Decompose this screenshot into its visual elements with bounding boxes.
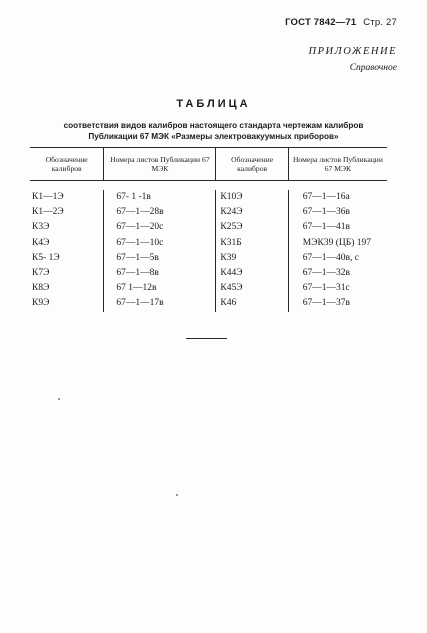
cell-designation-2: К24Э <box>215 205 287 220</box>
cell-designation-1: К1—1Э <box>32 192 64 202</box>
cell-sheets-2: МЭК39 (ЦБ) 197 <box>288 236 387 251</box>
table-row <box>30 205 387 220</box>
table-subtitle-line-1: соответствия видов калибров настоящего стандарта чертежам калибров <box>63 121 364 130</box>
standard-number: ГОСТ 7842—71 <box>285 17 357 28</box>
table-subtitle <box>0 120 427 142</box>
cell-sheets-1: 67—1—17в <box>103 296 215 311</box>
cell-designation-1: К3Э <box>32 222 50 233</box>
cell-designation-2: К31Б <box>215 236 287 251</box>
cell-designation-1: К4Э <box>32 237 50 248</box>
appendix-title: ПРИЛОЖЕНИЕ <box>308 46 397 57</box>
header-sheets-1: Номера листов Публикации 67 МЭК <box>103 148 215 180</box>
header-designation-2: Обозначение калибров <box>215 148 287 180</box>
cell-designation-2: К10Э <box>215 190 287 205</box>
table-row <box>30 266 387 281</box>
cell-designation-1: К7Э <box>32 267 50 278</box>
cell-sheets-2: 67—1—31с <box>288 281 387 296</box>
table-header-row <box>30 148 387 181</box>
table-row <box>30 236 387 251</box>
cell-sheets-1: 67—1—20с <box>103 220 215 235</box>
page-number: Стр. 27 <box>363 17 397 28</box>
cell-designation-2: К45Э <box>215 281 287 296</box>
cell-designation-1: К1—2Э <box>32 207 64 218</box>
cell-designation-2: К46 <box>215 296 287 311</box>
cell-sheets-1: 67- 1 -1в <box>103 190 215 205</box>
page-header <box>285 17 397 28</box>
cell-designation-2: К39 <box>215 251 287 266</box>
header-sheets-2: Номера листов Публикации 67 МЭК <box>288 148 387 180</box>
cell-designation-1: К8Э <box>32 283 50 294</box>
table-title: ТАБЛИЦА <box>176 98 251 110</box>
cell-designation-1: К9Э <box>32 298 50 309</box>
cell-sheets-1: 67 1—12в <box>103 281 215 296</box>
scan-speck <box>176 494 178 496</box>
appendix-subtitle: Справочное <box>349 63 397 73</box>
cell-sheets-1: 67—1—5в <box>103 251 215 266</box>
appendix-block <box>309 46 398 73</box>
cell-sheets-1: 67—1—28в <box>103 205 215 220</box>
cell-sheets-2: 67—1—16а <box>288 190 387 205</box>
cell-designation-1: К5- 1Э <box>32 252 60 263</box>
table-body <box>30 190 387 320</box>
table-row <box>30 220 387 235</box>
cell-sheets-2: 67—1—32в <box>288 266 387 281</box>
cell-sheets-2: 67—1—37в <box>288 296 387 311</box>
table-row <box>30 251 387 266</box>
header-designation-1: Обозначение калибров <box>45 155 88 173</box>
cell-sheets-2: 67—1—40в, с <box>288 251 387 266</box>
end-rule <box>186 338 227 339</box>
calibre-table <box>30 147 387 320</box>
cell-sheets-1: 67—1—8в <box>103 266 215 281</box>
table-row <box>30 296 387 311</box>
table-row <box>30 190 387 205</box>
cell-designation-2: К44Э <box>215 266 287 281</box>
cell-sheets-1: 67—1—10с <box>103 236 215 251</box>
cell-sheets-2: 67—1—36в <box>288 205 387 220</box>
cell-designation-2: К25Э <box>215 220 287 235</box>
cell-sheets-2: 67—1—41в <box>288 220 387 235</box>
scan-speck <box>58 398 60 400</box>
table-subtitle-line-2: Публикации 67 МЭК «Размеры электровакуумных приборов» <box>88 132 339 141</box>
table-row <box>30 281 387 296</box>
